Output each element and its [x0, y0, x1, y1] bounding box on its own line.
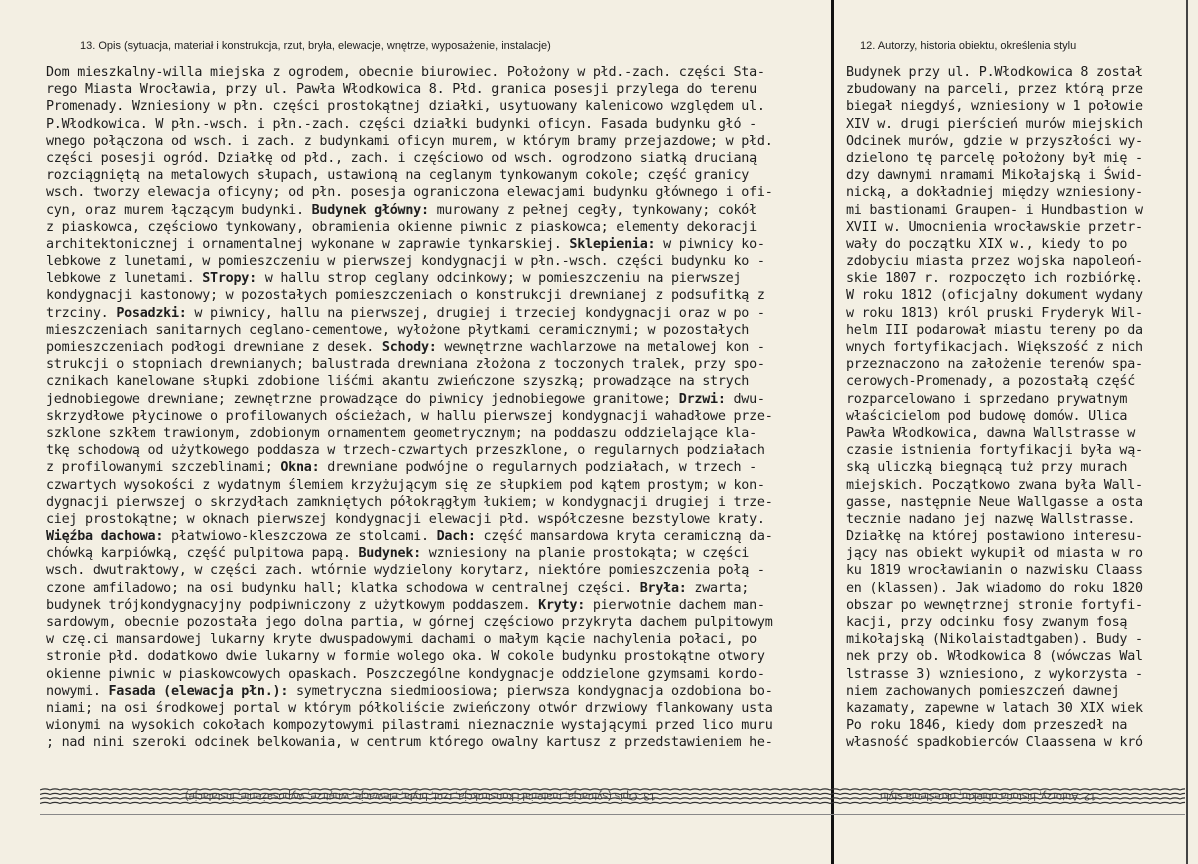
- section-label: Posadzki:: [116, 305, 187, 321]
- history-line: lstrasse 3) wzniesiono, z wykorzysta -: [846, 666, 1143, 682]
- description-text: wsch. tworzy elewacja oficyny; od płn. posesja ograniczona elewacjami budynku głównego i ofi-: [46, 185, 773, 201]
- description-text: kondygnacji kastonowy; w pozostałych pomieszczeniach o konstrukcji drewnianej z podsufitką z: [46, 288, 765, 304]
- description-text: z profilowanymi szczeblinami;: [46, 460, 281, 476]
- description-line: [46, 133, 830, 150]
- description-text: dygnacji pierwszej o skrzydłach zamkniętych półokrągłym łukiem; w kondygnacji drugiej i trze-: [46, 494, 773, 510]
- history-line: ku 1819 wrocławianin o nazwisku Claass: [846, 563, 1143, 579]
- history-line: wnych fortyfikacjach. Większość z nich: [846, 340, 1143, 355]
- description-text: ciej prostokątne; w oknach pierwszej kondygnacji elewacji płd. współczesne bezstylowe kraty.: [46, 511, 765, 527]
- description-text: wewnętrzne wachlarzowe na metalowej kon -: [436, 340, 765, 355]
- history-line: Odcinek murów, gdzie w przyszłości wy-: [846, 133, 1143, 149]
- description-line: [46, 356, 830, 373]
- history-line: właścicielom pod budowę domów. Ulica: [846, 408, 1128, 424]
- description-text: tkę schodową od użytkowego poddasza w trzech-czwartych przeszklone, o regularnych podziałach: [46, 443, 765, 459]
- description-column: [46, 64, 830, 752]
- description-text: płatwiowo-kleszczowa ze stolcami.: [163, 529, 437, 545]
- history-line: biegał niegdyś, wzniesiony w 1 połowie: [846, 99, 1143, 115]
- description-text: budynek trójkondygnacyjny podpiwniczony z użytkowym poddaszem.: [46, 597, 539, 613]
- description-text: cznikach kanelowane słupki zdobione liśćmi akantu zwieńczone szyszką; prowadzące na strych: [46, 374, 750, 390]
- description-line: [46, 666, 830, 683]
- history-line: zdobyciu miasta przez wojska napoleoń-: [846, 254, 1143, 270]
- description-text: nowymi.: [46, 683, 109, 699]
- description-text: czwartych wysokości z wydatnym ślemiem krzyżującym się ze słupkiem pod kątem prostym; w kon-: [46, 477, 765, 493]
- description-text: skrzydłowe płycinowe o profilowanych ościeżach, w hallu pierwszej kondygnacji wahadłowe prze-: [46, 408, 773, 424]
- description-text: rego Miasta Wrocławia, przy ul. Pawła Włodkowica 8. Płd. granica posesji przylega do terenu: [46, 82, 757, 98]
- history-line: W roku 1812 (oficjalny dokument wydany: [846, 288, 1143, 304]
- right-edge-rule: [1186, 0, 1188, 864]
- history-line: skie 1807 r. rozpoczęto ich rozbiórkę.: [846, 271, 1143, 287]
- description-line: [46, 184, 830, 201]
- history-line: mi bastionami Graupen- i Hundbastion w: [846, 202, 1143, 218]
- section-label: Dach:: [436, 529, 476, 545]
- description-text: pierwotnie dachem man-: [585, 597, 765, 613]
- history-line: Działkę na której postawiono interesu-: [846, 529, 1143, 545]
- description-text: cyn, oraz murem łączącym budynki.: [46, 202, 312, 218]
- history-line: XIV w. drugi pierścień murów miejskich: [846, 116, 1143, 132]
- history-line: dzielono tę parcelę położony był mię -: [846, 150, 1143, 166]
- description-line: [46, 614, 830, 631]
- history-line: wały do początku XIX w., kiedy to po: [846, 236, 1128, 252]
- history-line: tecznie nadano jej nazwę Wallstrasse.: [846, 511, 1136, 527]
- history-line: miejskich. Początkowo zwana była Wall-: [846, 477, 1143, 493]
- description-text: murowany z pełnej cegły, tynkowany; cokół: [428, 202, 757, 218]
- section-label: Schody:: [381, 340, 437, 355]
- history-line: en (klassen). Jak wiadomo do roku 1820: [846, 580, 1143, 596]
- history-line: zbudowany na parceli, przez którą prze: [846, 82, 1143, 98]
- description-text: sardowym, obecnie pozostała jego dolna partia, w górnej częściowo przykryta dachem pulpitowym: [46, 615, 773, 630]
- section-label: STropy:: [202, 271, 257, 287]
- bottom-rule: [40, 814, 1185, 815]
- description-line: [46, 287, 830, 304]
- mirrored-header-left: 13. Opis (sytuacja, materiał i konstrukcja, rzut, bryła, elewacje, wnętrze, wyposażenie, instalacje): [185, 790, 656, 802]
- description-line: [46, 253, 830, 270]
- description-text: dwu-: [725, 391, 765, 407]
- description-text: szklone szkłem trawionym, zdobionym ornamentem geometrycznym; na poddaszu oddzielające kla-: [46, 425, 757, 441]
- description-text: części posesji ogród. Działkę od płd., zach. i częściowo od wsch. ogrodzono siatką drucianą: [46, 150, 757, 166]
- description-text: w piwnicy, hallu na pierwszej, drugiej i trzeciej kondygnacji oraz w po -: [186, 305, 765, 321]
- description-line: [46, 391, 830, 408]
- description-text: mieszczeniach sanitarnych ceglano-cementowe, wyłożone płytkami ceramicznymi; w pozostałych: [46, 322, 750, 338]
- history-line: mikołajską (Nikolaistadtgaben). Budy -: [846, 632, 1143, 648]
- description-line: [46, 683, 830, 700]
- description-line: [46, 717, 830, 734]
- history-line: cerowych-Promenady, a pozostałą część: [846, 374, 1136, 390]
- section-label: Budynek główny:: [311, 202, 429, 218]
- history-line: dzy dawnymi nramami Mikołajską i Świd-: [846, 168, 1143, 184]
- description-text: strukcji o stopniach drewnianych; balustrada drewniana złożona z toczonych tralek, przy spo-: [46, 357, 765, 373]
- description-text: wnego połączona od wsch. i zach. z budynkami oficyn murem, w którym bramy przejazdowe; w płd.: [46, 133, 773, 149]
- section-label: Bryła:: [639, 580, 687, 596]
- description-text: drewniane podwójne o regularnych podziałach, w trzech -: [319, 460, 757, 476]
- history-line: nek przy ob. Włodkowica 8 (wówczas Wal: [846, 649, 1143, 665]
- description-text: w hallu strop ceglany odcinkowy; w pomieszczeniu na pierwszej: [256, 271, 742, 287]
- description-line: [46, 528, 830, 545]
- description-line: [46, 597, 830, 614]
- history-column: [846, 64, 1184, 752]
- description-line: [46, 494, 830, 511]
- description-text: architektonicznej i ornamentalnej wykonane w zaprawie tynkarskiej.: [46, 236, 570, 252]
- history-line: XVII w. Umocnienia wrocławskie przetr-: [846, 219, 1143, 235]
- mirrored-header-right: 12. Autorzy, historia obiektu, określenia stylu: [880, 790, 1097, 802]
- description-line: [46, 477, 830, 494]
- description-line: [46, 236, 830, 253]
- description-text: z piaskowca, częściowo tynkowany, obramienia okienne piwnic z piaskowca; elementy dekoracji: [46, 219, 757, 235]
- description-line: [46, 442, 830, 459]
- description-text: jednobiegowe drewniane; zewnętrzne prowadzące do piwnicy jednobiegowe granitowe;: [46, 391, 679, 407]
- history-line: jący nas obiekt wykupił od miasta w ro: [846, 546, 1143, 562]
- history-line: czasie istnienia fortyfikacji była wą-: [846, 443, 1143, 459]
- history-line: ską uliczką biegnącą tuż przy murach: [846, 460, 1128, 476]
- section-label: Fasada (elewacja płn.):: [108, 683, 289, 699]
- description-text: czone amfiladowo; na osi budynku hall; klatka schodowa w centralnej części.: [46, 580, 640, 596]
- description-text: zwarta;: [686, 580, 750, 596]
- description-text: wionymi na wysokich cokołach kompozytowymi pilastrami nieznacznie wystającymi przed lico muru: [46, 718, 773, 734]
- description-text: wzniesiony na planie prostokąta; w części: [420, 546, 750, 562]
- history-line: własność spadkobierców Claassena w kró: [846, 735, 1143, 751]
- description-line: [46, 339, 830, 356]
- history-line: helm III podarował miastu tereny po da: [846, 322, 1143, 338]
- description-text: Promenady. Wzniesiony w płn. części prostokątnej działki, usytuowany kalenicowo względem ul.: [46, 99, 765, 115]
- description-line: [46, 734, 830, 751]
- history-line: Budynek przy ul. P.Włodkowica 8 został: [846, 65, 1143, 80]
- section-12-header: 12. Autorzy, historia obiektu, określenia stylu: [860, 40, 1077, 52]
- history-line: nicką, a dokładniej między wzniesiony-: [846, 185, 1143, 201]
- history-line: Pawła Włodkowica, dawna Wallstrasse w: [846, 425, 1136, 441]
- description-line: [46, 202, 830, 219]
- description-line: [46, 270, 830, 287]
- description-line: [46, 116, 830, 133]
- description-line: [46, 580, 830, 597]
- section-label: Drzwi:: [678, 391, 726, 407]
- description-text: stronie płd. dodatkowo dwie lukarny w formie wolego oka. W cokole budynku prostokątne otwory: [46, 649, 765, 665]
- description-line: [46, 562, 830, 579]
- description-text: w piwnicy ko-: [655, 236, 765, 252]
- description-text: niami; na osi środkowej portal w którym półkoliście zwieńczony otwór drzwiowy flankowany usta: [46, 700, 773, 716]
- history-line: w roku 1813) król pruski Fryderyk Wil-: [846, 305, 1143, 321]
- history-line: kacji, przy odcinku fosy zwanym fosą: [846, 615, 1128, 630]
- description-line: [46, 631, 830, 648]
- description-line: [46, 648, 830, 665]
- description-line: [46, 459, 830, 476]
- history-line: rozparcelowano i sprzedano prywatnym: [846, 391, 1128, 407]
- description-line: [46, 700, 830, 717]
- description-line: [46, 373, 830, 390]
- history-line: Po roku 1846, kiedy dom przeszedł na: [846, 718, 1128, 734]
- description-text: lebkowe z lunetami, w pomieszczeniu w pierwszej kondygnacji w płn.-wsch. części budynku ko -: [46, 254, 765, 270]
- history-line: kazamaty, zapewne w latach 30 XIX wiek: [846, 700, 1143, 716]
- description-line: [46, 408, 830, 425]
- description-line: [46, 545, 830, 562]
- description-line: [46, 305, 830, 322]
- description-text: część mansardowa kryta ceramiczną da-: [475, 529, 773, 545]
- description-text: P.Włodkowica. W płn.-wsch. i płn.-zach. części działki budynki oficyn. Fasada budynku głó -: [46, 116, 757, 132]
- description-text: rozciągniętą na metalowych słupach, ustawioną na ceglanym tynkowanym cokole; część granicy: [46, 168, 750, 184]
- description-text: chówką karpiówką, część pulpitowa papą.: [46, 546, 359, 562]
- wave-line: [40, 802, 1185, 803]
- description-line: [46, 219, 830, 236]
- description-line: [46, 511, 830, 528]
- description-line: [46, 64, 830, 81]
- description-text: trzciny.: [46, 305, 117, 321]
- description-text: okienne piwnic w piaskowcowych opaskach. Poszczególne kondygnacje oddzielone gzymsami kordo-: [46, 666, 765, 682]
- section-label: Budynek:: [358, 546, 421, 562]
- description-text: wsch. dwutraktowy, w części zach. wtórnie wydzielony korytarz, niektóre pomieszczenia połą -: [46, 563, 765, 579]
- history-line: przeznaczono na założenie terenów spa-: [846, 357, 1143, 373]
- section-label: Okna:: [280, 460, 320, 476]
- section-label: Więźba dachowa:: [46, 529, 164, 545]
- column-divider: [831, 0, 834, 864]
- description-line: [46, 150, 830, 167]
- description-line: [46, 167, 830, 184]
- description-text: lebkowe z lunetami.: [46, 271, 203, 287]
- description-line: [46, 81, 830, 98]
- description-text: ; nad nini szeroki odcinek belkowania, w centrum którego owalny kartusz z przedstawieniem he-: [46, 735, 773, 751]
- history-line: obszar po wewnętrznej stronie fortyfi-: [846, 597, 1143, 613]
- description-text: w czę.ci mansardowej lukarny kryte dwuspadowymi dachami o małym kącie nachylenia połaci, po: [46, 632, 757, 648]
- description-text: Dom mieszkalny-willa miejska z ogrodem, obecnie biurowiec. Położony w płd.-zach. części Sta-: [46, 65, 765, 80]
- description-line: [46, 322, 830, 339]
- description-text: pomieszczeniach podłogi drewniane z desek.: [46, 340, 382, 355]
- section-label: Sklepienia:: [569, 236, 656, 252]
- section-label: Kryty:: [538, 597, 586, 613]
- description-line: [46, 98, 830, 115]
- description-line: [46, 425, 830, 442]
- description-text: symetryczna siedmioosiowa; pierwsza kondygnacja ozdobiona bo-: [288, 683, 773, 699]
- history-line: gasse, następnie Neue Wallgasse a osta: [846, 494, 1143, 510]
- history-line: niem zachowanych pomieszczeń dawnej: [846, 683, 1120, 699]
- section-13-header: 13. Opis (sytuacja, materiał i konstrukcja, rzut, bryła, elewacje, wnętrze, wyposażenie, instalacje): [80, 40, 551, 52]
